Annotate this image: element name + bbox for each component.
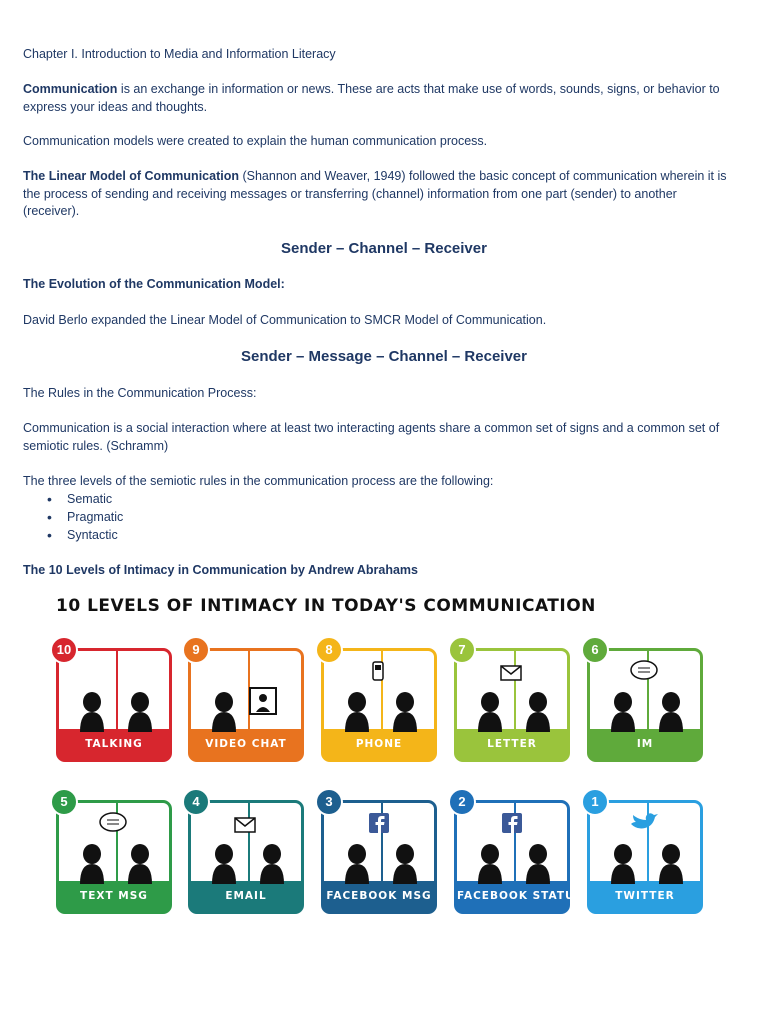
people-illustration xyxy=(454,800,570,884)
people-illustration xyxy=(56,648,172,732)
intimacy-card xyxy=(182,636,304,762)
paragraph-models: Communication models were created to explain the human communication process. xyxy=(23,134,488,148)
list-item: • Sematic xyxy=(47,490,123,508)
card-label: TEXT MSG xyxy=(59,881,169,911)
card-label: VIDEO CHAT xyxy=(191,729,301,759)
person-figures xyxy=(212,692,236,732)
level-number-badge: 3 xyxy=(315,788,343,816)
person-figures xyxy=(345,844,417,884)
monitor-icon xyxy=(250,688,276,714)
facebook-icon xyxy=(369,813,389,833)
list-item: • Pragmatic xyxy=(47,508,123,526)
people-illustration xyxy=(321,648,437,732)
person-figures xyxy=(345,692,417,732)
model-heading-scr: Sender – Channel – Receiver xyxy=(281,240,487,257)
evolution-heading: The Evolution of the Communication Model: xyxy=(23,277,285,291)
chapter-heading: Chapter I. Introduction to Media and Information Literacy xyxy=(23,47,336,61)
speech-bubble-icon xyxy=(631,661,657,679)
list-item: • Syntactic xyxy=(47,526,123,544)
person-figures xyxy=(80,692,152,732)
envelope-icon xyxy=(235,818,255,832)
intimacy-heading: The 10 Levels of Intimacy in Communication by Andrew Abrahams xyxy=(23,563,418,577)
speech-bubble-icon xyxy=(100,813,126,831)
intimacy-card xyxy=(182,788,304,914)
intimacy-card xyxy=(315,788,437,914)
card-label: TWITTER xyxy=(590,881,700,911)
intimacy-card xyxy=(581,788,703,914)
level-number-badge: 4 xyxy=(182,788,210,816)
person-figures xyxy=(478,844,550,884)
level-number-badge: 1 xyxy=(581,788,609,816)
people-illustration xyxy=(188,648,304,732)
intimacy-card xyxy=(315,636,437,762)
people-illustration xyxy=(321,800,437,884)
card-label: PHONE xyxy=(324,729,434,759)
people-illustration xyxy=(587,800,703,884)
card-label: EMAIL xyxy=(191,881,301,911)
paragraph-levels: The three levels of the semiotic rules in the communication process are the following: xyxy=(23,474,494,488)
level-number-badge: 2 xyxy=(448,788,476,816)
rules-heading: The Rules in the Communication Process: xyxy=(23,386,257,400)
card-label: IM xyxy=(590,729,700,759)
people-illustration xyxy=(56,800,172,884)
level-number-badge: 5 xyxy=(50,788,78,816)
person-figures xyxy=(611,844,683,884)
paragraph-schramm: Communication is a social interaction where at least two interacting agents share a common set of signs and a common set of semiotic rules. (Schramm) xyxy=(23,421,720,453)
card-label: LETTER xyxy=(457,729,567,759)
phone-icon xyxy=(373,662,383,680)
person-figures xyxy=(478,692,550,732)
level-number-badge: 8 xyxy=(315,636,343,664)
people-illustration xyxy=(454,648,570,732)
term-linear-model: The Linear Model of Communication xyxy=(23,169,239,183)
facebook-icon xyxy=(502,813,522,833)
term-communication: Communication xyxy=(23,82,118,96)
person-figures xyxy=(80,844,152,884)
people-illustration xyxy=(587,648,703,732)
bird-icon xyxy=(631,813,658,828)
intimacy-infographic xyxy=(50,592,718,932)
paragraph-linear-model xyxy=(23,168,735,221)
intimacy-card xyxy=(50,788,172,914)
card-label: TALKING xyxy=(59,729,169,759)
paragraph-communication xyxy=(23,81,735,116)
semiotic-levels-list xyxy=(47,490,123,544)
card-label: FACEBOOK MSG xyxy=(324,881,434,911)
model-heading-smcr: Sender – Message – Channel – Receiver xyxy=(241,348,527,365)
intimacy-card xyxy=(448,636,570,762)
people-illustration xyxy=(188,800,304,884)
level-number-badge: 10 xyxy=(50,636,78,664)
envelope-icon xyxy=(501,666,521,680)
intimacy-card xyxy=(581,636,703,762)
infographic-title: 10 LEVELS OF INTIMACY IN TODAY'S COMMUNICATION xyxy=(56,596,596,616)
person-figures xyxy=(611,692,683,732)
paragraph-berlo: David Berlo expanded the Linear Model of Communication to SMCR Model of Communication. xyxy=(23,313,547,327)
card-label: FACEBOOK STATUS xyxy=(457,881,567,911)
intimacy-card xyxy=(50,636,172,762)
paragraph-text: is an exchange in information or news. These are acts that make use of words, sounds, signs, or behavior to express your ideas and thoughts. xyxy=(23,82,720,114)
paragraph-text: (Shannon and Weaver, 1949) followed the basic concept of communication wherein it is the process of sending and receiving messages or transferring (channel) information from one part (sender) to another (receiver). xyxy=(23,169,727,218)
intimacy-card xyxy=(448,788,584,914)
level-number-badge: 9 xyxy=(182,636,210,664)
level-number-badge: 6 xyxy=(581,636,609,664)
level-number-badge: 7 xyxy=(448,636,476,664)
person-figures xyxy=(212,844,284,884)
